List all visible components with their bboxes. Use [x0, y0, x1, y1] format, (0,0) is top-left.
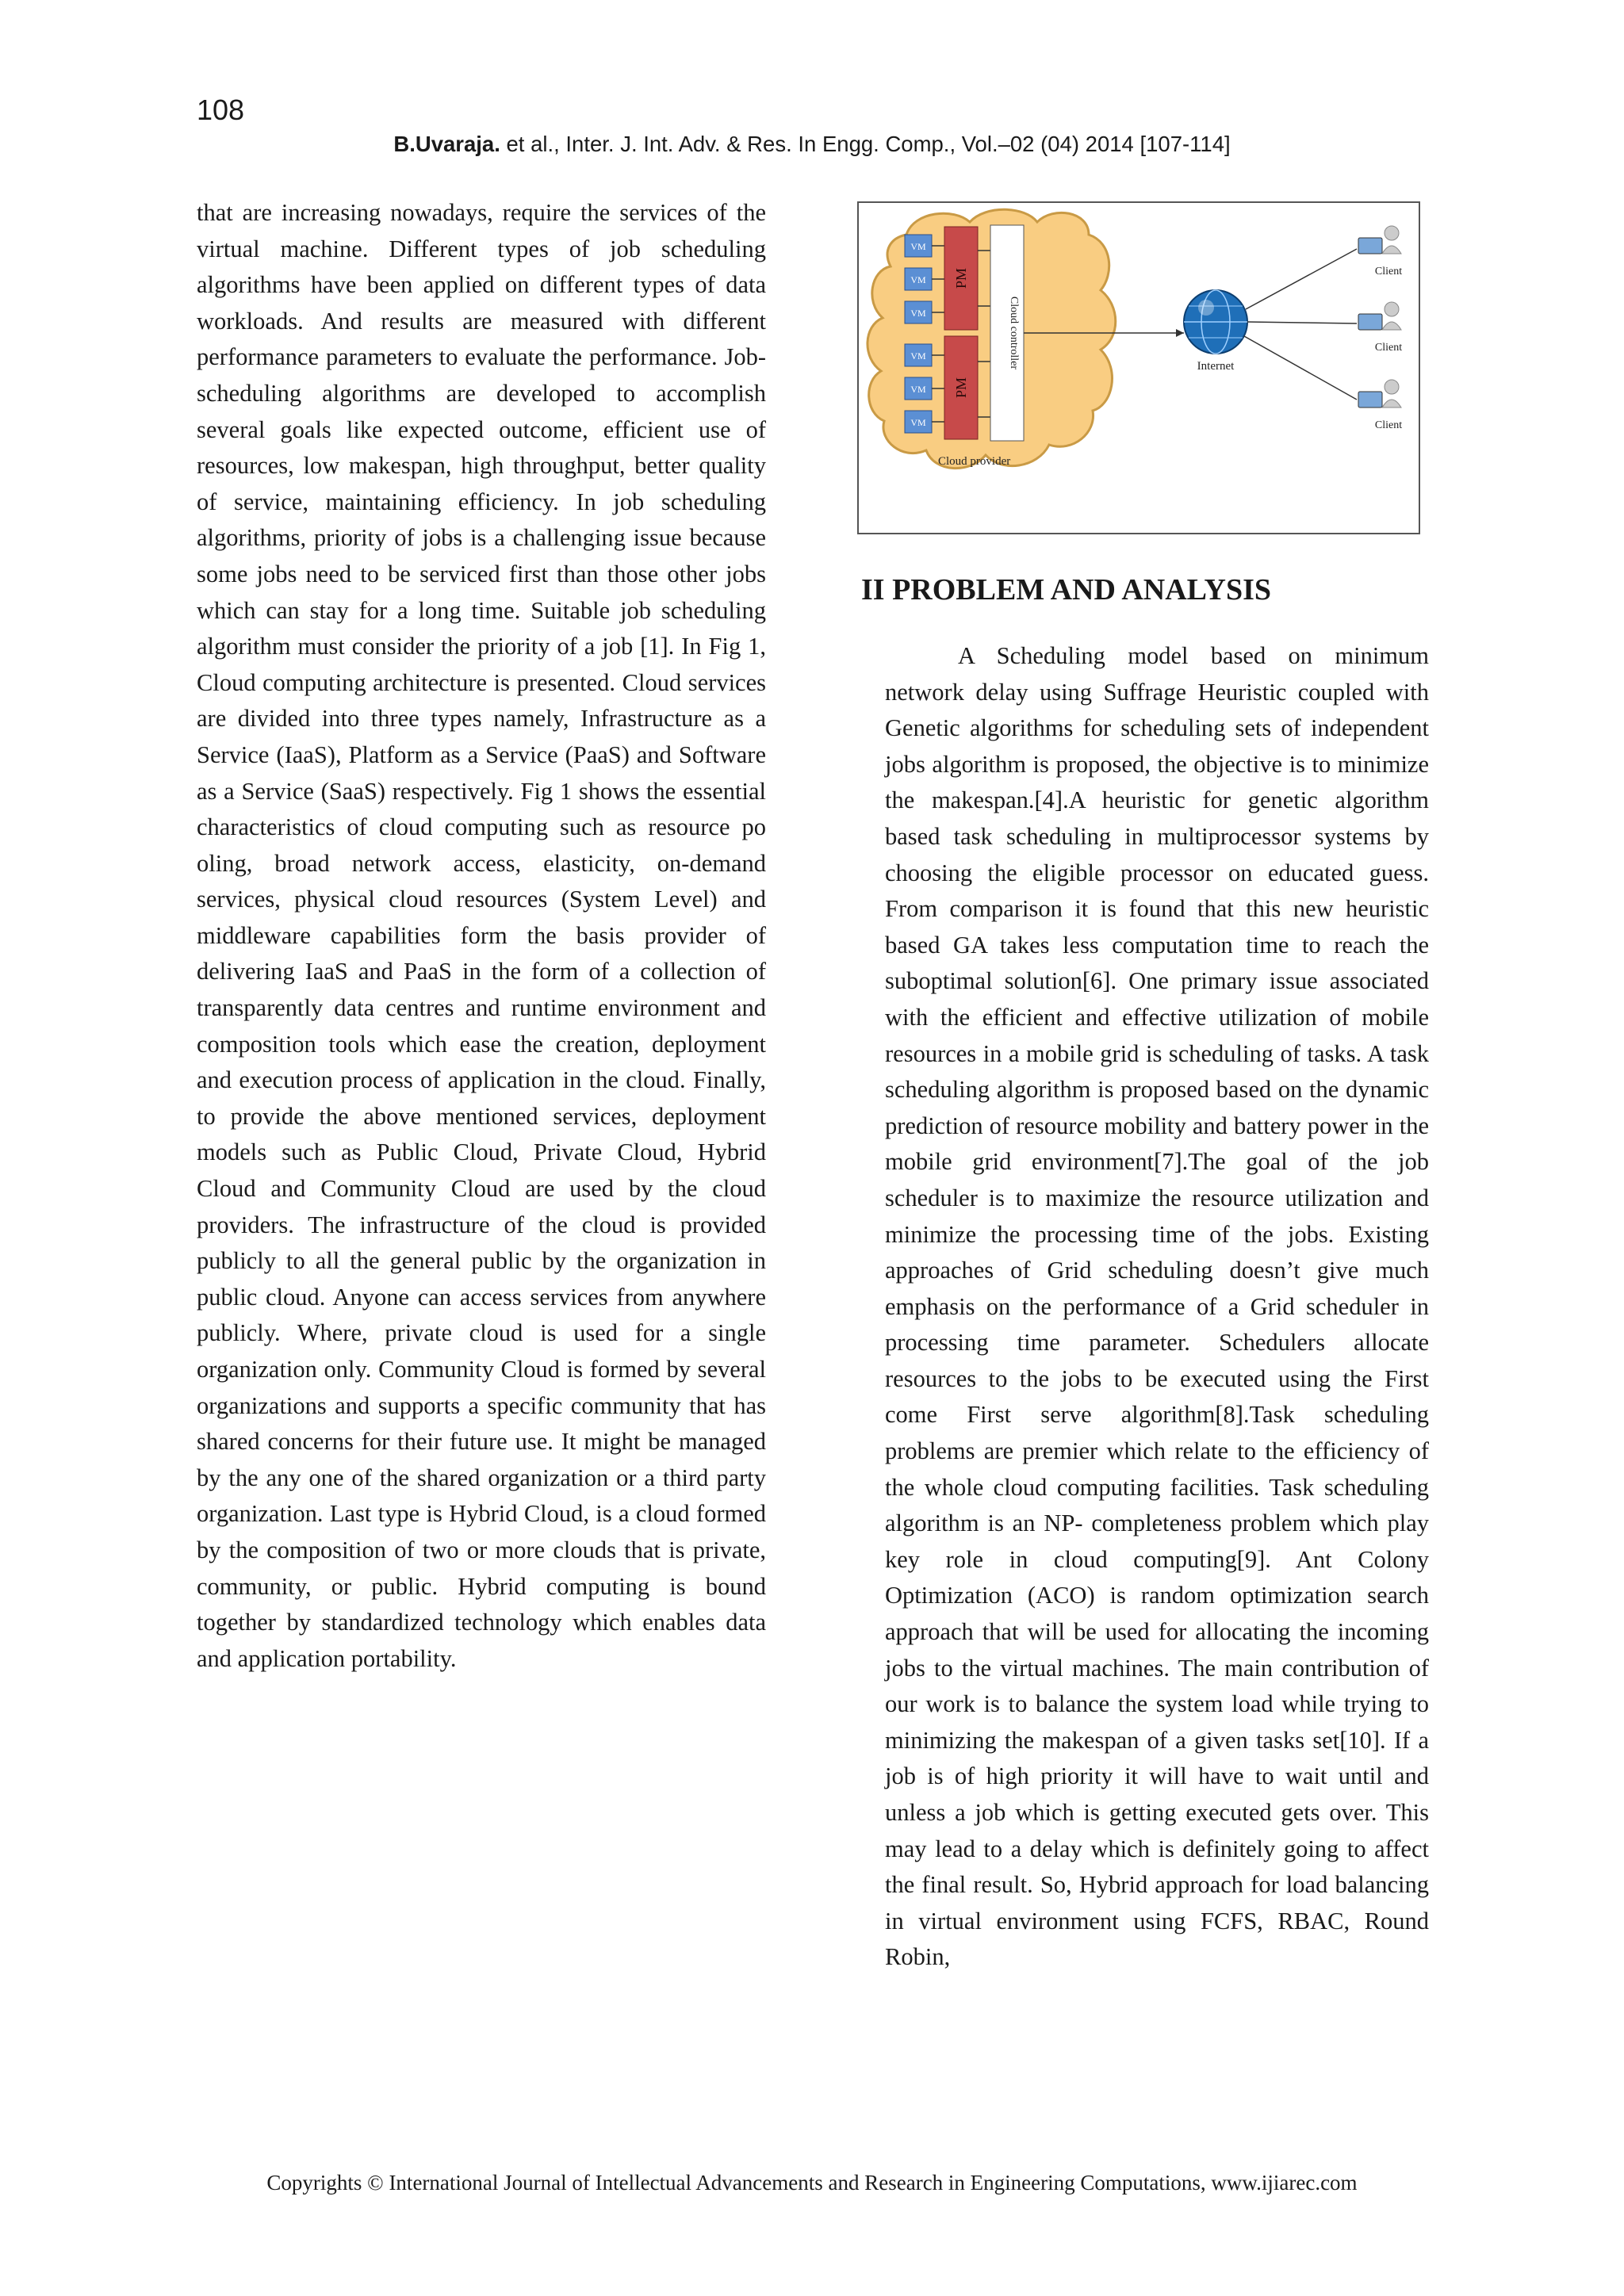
internet-label: Internet — [1197, 360, 1235, 373]
vm-label: VM — [910, 384, 926, 395]
cloud-provider-label: Cloud provider — [938, 455, 1011, 468]
pm-label-bottom: PM — [953, 377, 969, 399]
client-label: Client — [1374, 342, 1403, 354]
left-column — [197, 195, 766, 1677]
pm-label-top: PM — [953, 267, 969, 289]
client-label: Client — [1374, 419, 1403, 431]
internet-globe-icon — [1184, 290, 1247, 354]
vm-label: VM — [910, 417, 926, 428]
right-column-paragraph: A Scheduling model based on minimum network delay using Suffrage Heuristic coupled with Genetic algorithms for scheduling sets of independent jobs algorithm is proposed, the objective is to minimize the makespan.[4].A heuristic for genetic algorithm based task scheduling in multiprocessor systems by choosing the eligible processor on educated guess. From comparison it is found that this new heuristic based GA takes less computation time to reach the suboptimal solution[6]. One primary issue associated with the efficient and effective utilization of mobile resources in a mobile grid is scheduling of tasks. A task scheduling algorithm is proposed based on the dynamic prediction of resource mobility and battery power in the mobile grid environment[7].The goal of the job scheduler is to maximize the resource utilization and minimize the processing time of the jobs. Existing approaches of Grid scheduling doesn’t give much emphasis on the performance of a Grid scheduler in processing time parameter. Schedulers allocate resources to the jobs to be executed using the First come First serve algorithm[8].Task scheduling problems are premier which relate to the efficiency of the whole cloud computing facilities. Task scheduling algorithm is an NP- completeness problem which play key role in cloud computing[9]. Ant Colony Optimization (ACO) is random optimization search approach that will be used for allocating the incoming jobs to the virtual machines. The main contribution of our work is to balance the system load while trying to minimizing the makespan of a given tasks set[10]. If a job is of high priority it will have to wait until and unless a job which is getting executed gets over. This may lead to a delay which is definitely going to affect the final result. So, Hybrid approach for load balancing in virtual environment using FCFS, RBAC, Round Robin, — [885, 642, 1429, 1971]
client-icon — [1358, 380, 1401, 408]
figure-cloud-architecture — [857, 201, 1420, 534]
page-footer: Copyrights © International Journal of Intellectual Advancements and Research in Engineering Computations, www.ijiarec.com — [266, 2171, 1358, 2195]
header-author: B.Uvaraja. — [393, 132, 500, 156]
vm-group-top — [905, 235, 932, 323]
vm-group-bottom — [905, 344, 932, 433]
page-number: 108 — [197, 94, 245, 126]
vm-label: VM — [910, 241, 926, 252]
vm-label: VM — [910, 274, 926, 285]
right-column — [885, 638, 1429, 1976]
client-icon — [1358, 302, 1401, 330]
left-column-paragraph: that are increasing nowadays, require the services of the virtual machine. Different types of job scheduling algorithms have been applied on different types of data workloads. And results are measured with different performance parameters to evaluate the performance. Job-scheduling algorithms are developed to accomplish several goals like expected outcome, efficient use of resources, low makespan, high throughput, better quality of service, maintaining efficiency. In job scheduling algorithms, priority of jobs is a challenging issue because some jobs need to be serviced first than those other jobs which can stay for a long time. Suitable job scheduling algorithm must consider the priority of a job [1]. In Fig 1, Cloud computing architecture is presented. Cloud services are divided into three types namely, Infrastructure as a Service (IaaS), Platform as a Service (PaaS) and Software as a Service (SaaS) respectively. Fig 1 shows the essential characteristics of cloud computing such as resource po oling, broad network access, elasticity, on-demand services, physical cloud resources (System Level) and middleware capabilities form the basis provider of delivering IaaS and PaaS in the form of a collection of transparently data centres and runtime environment and composition tools which ease the creation, deployment and execution process of application in the cloud. Finally, to provide the above mentioned services, deployment models such as Public Cloud, Private Cloud, Hybrid Cloud and Community Cloud are used by the cloud providers. The infrastructure of the cloud is provided publicly to all the general public by the organization in public cloud. Anyone can access services from anywhere publicly. Where, private cloud is used for a single organization only. Community Cloud is formed by several organizations and supports a specific community that has shared concerns for their future use. It might be managed by the any one of the shared organization or a third party organization. Last type is Hybrid Cloud, is a cloud formed by the composition of two or more clouds that is private, community, or public. Hybrid computing is bound together by standardized technology which enables data and application portability. — [197, 199, 766, 1672]
cloud-architecture-diagram — [859, 203, 1419, 533]
cloud-controller-label: Cloud controller — [1008, 296, 1020, 370]
arrow-icon — [1176, 329, 1184, 337]
vm-label: VM — [910, 308, 926, 319]
client-label: Client — [1374, 266, 1403, 277]
header-citation: et al., Inter. J. Int. Adv. & Res. In Engg. Comp., Vol.–02 (04) 2014 [107-114] — [500, 132, 1231, 156]
section-heading: II PROBLEM AND ANALYSIS — [861, 573, 1272, 607]
internet-client-links — [1244, 249, 1357, 400]
vm-label: VM — [910, 350, 926, 362]
running-header — [198, 132, 1426, 157]
client-icon — [1358, 226, 1401, 254]
